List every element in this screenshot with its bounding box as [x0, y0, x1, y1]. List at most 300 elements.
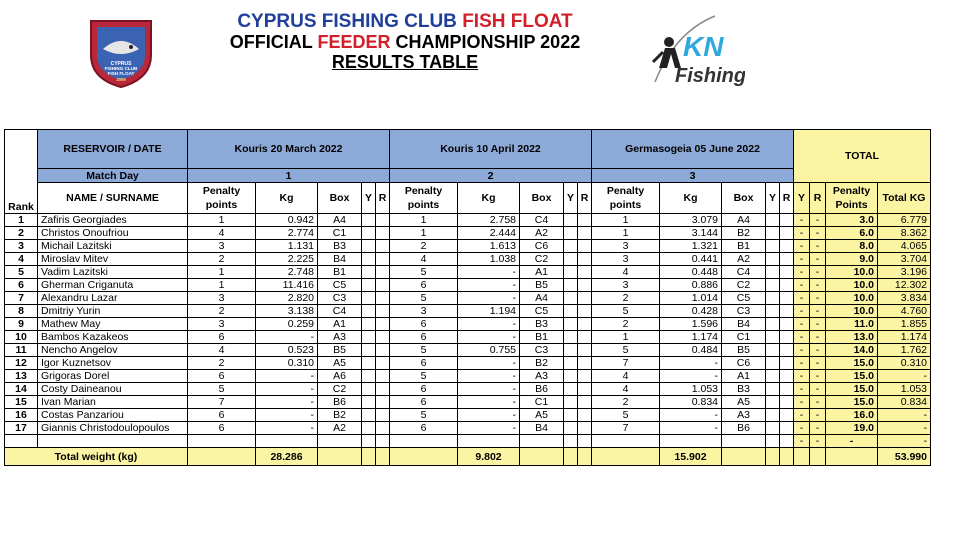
penalty-cell: 3 [188, 240, 256, 253]
r-cell [376, 253, 390, 266]
kg-cell: - [660, 409, 722, 422]
box-cell: C2 [318, 383, 362, 396]
y-cell [564, 383, 578, 396]
box-cell: A5 [520, 409, 564, 422]
total-y-cell: - [794, 357, 810, 370]
total-penalty-cell: 19.0 [826, 422, 878, 435]
r-cell [578, 240, 592, 253]
total-kg-cell: - [878, 422, 931, 435]
r-cell [376, 331, 390, 344]
y-cell [362, 318, 376, 331]
r-cell [578, 331, 592, 344]
svg-text:FISH FLOAT: FISH FLOAT [107, 71, 135, 76]
total-r-cell: - [810, 253, 826, 266]
r-cell [376, 240, 390, 253]
rank-cell: 5 [5, 266, 38, 279]
penalty-cell: 1 [188, 214, 256, 227]
box-cell: A5 [722, 396, 766, 409]
match-3-total-kg: 15.902 [660, 448, 722, 466]
kn-fishing-logo [645, 12, 745, 90]
total-y-cell: - [794, 305, 810, 318]
penalty-cell: 2 [188, 357, 256, 370]
total-weight-label: Total weight (kg) [5, 448, 188, 466]
table-row [5, 279, 931, 292]
y-cell [362, 253, 376, 266]
total-kg-cell: - [878, 370, 931, 383]
penalty-cell: 6 [390, 318, 458, 331]
y-cell [766, 214, 780, 227]
penalty-cell: 5 [592, 344, 660, 357]
table-row [5, 214, 931, 227]
table-row [5, 266, 931, 279]
penalty-cell: 6 [390, 331, 458, 344]
total-empty-cell [318, 448, 362, 466]
name-cell: Costas Panzariou [38, 409, 188, 422]
box-cell: B3 [318, 240, 362, 253]
penalty-cell: 1 [188, 279, 256, 292]
total-r-cell: - [810, 279, 826, 292]
title-official: OFFICIAL [229, 32, 313, 52]
m1-penalty-header: Penalty points [188, 183, 256, 214]
svg-text:KN: KN [683, 31, 724, 62]
total-kg-cell: 1.855 [878, 318, 931, 331]
kg-cell: 0.755 [458, 344, 520, 357]
table-row [5, 344, 931, 357]
r-cell [780, 383, 794, 396]
total-r-cell: - [810, 266, 826, 279]
y-cell [766, 357, 780, 370]
box-cell: A2 [722, 253, 766, 266]
box-cell: B4 [722, 318, 766, 331]
total-kg-cell: 0.834 [878, 396, 931, 409]
svg-text:FISHING CLUB: FISHING CLUB [104, 66, 138, 71]
kg-cell: 1.131 [256, 240, 318, 253]
y-cell [362, 292, 376, 305]
r-cell [376, 370, 390, 383]
m2-kg-header: Kg [458, 183, 520, 214]
total-y-cell: - [794, 214, 810, 227]
name-cell: Alexandru Lazar [38, 292, 188, 305]
r-cell [578, 266, 592, 279]
empty-cell [376, 435, 390, 448]
kg-cell: - [660, 357, 722, 370]
penalty-cell: 7 [592, 422, 660, 435]
y-cell [362, 383, 376, 396]
box-cell: C5 [520, 305, 564, 318]
r-cell [578, 253, 592, 266]
table-row [5, 422, 931, 435]
total-kg-cell: 8.362 [878, 227, 931, 240]
total-penalty-cell: 16.0 [826, 409, 878, 422]
total-kg-cell: 3.704 [878, 253, 931, 266]
total-kg-cell: 1.053 [878, 383, 931, 396]
title-championship: CHAMPIONSHIP 2022 [395, 32, 581, 52]
r-cell [780, 331, 794, 344]
r-cell [780, 227, 794, 240]
box-cell: A1 [520, 266, 564, 279]
box-cell: B2 [722, 227, 766, 240]
penalty-cell: 5 [188, 383, 256, 396]
kg-cell: 1.194 [458, 305, 520, 318]
y-cell [564, 370, 578, 383]
box-cell: B3 [520, 318, 564, 331]
page-header [0, 0, 960, 120]
name-header: NAME / SURNAME [38, 183, 188, 214]
kg-cell: 1.014 [660, 292, 722, 305]
box-cell: B1 [722, 240, 766, 253]
kg-cell: - [256, 396, 318, 409]
total-penalty-cell: 15.0 [826, 370, 878, 383]
box-cell: A2 [520, 227, 564, 240]
r-cell [578, 214, 592, 227]
m2-r-header: R [578, 183, 592, 214]
r-cell [578, 344, 592, 357]
kg-cell: - [256, 331, 318, 344]
kg-cell: 1.038 [458, 253, 520, 266]
r-cell [578, 383, 592, 396]
total-penalty-cell: 3.0 [826, 214, 878, 227]
penalty-cell: 1 [188, 266, 256, 279]
box-cell: B5 [722, 344, 766, 357]
total-penalty-cell: 15.0 [826, 396, 878, 409]
box-cell: B4 [520, 422, 564, 435]
rank-cell: 17 [5, 422, 38, 435]
r-cell [376, 214, 390, 227]
total-y-cell: - [794, 370, 810, 383]
y-cell [362, 396, 376, 409]
m1-r-header: R [376, 183, 390, 214]
empty-cell [722, 435, 766, 448]
box-cell: C2 [520, 253, 564, 266]
kg-cell: - [458, 409, 520, 422]
total-empty-cell [188, 448, 256, 466]
kg-cell: 2.748 [256, 266, 318, 279]
m3-box-header: Box [722, 183, 766, 214]
box-cell: B2 [318, 409, 362, 422]
total-r-cell: - [810, 383, 826, 396]
box-cell: A3 [318, 331, 362, 344]
penalty-cell: 2 [188, 253, 256, 266]
box-cell: C3 [722, 305, 766, 318]
m1-kg-header: Kg [256, 183, 318, 214]
kg-cell: - [458, 357, 520, 370]
total-empty-cell [810, 448, 826, 466]
title-club: CYPRUS FISHING CLUB [237, 11, 457, 32]
total-r-cell: - [810, 344, 826, 357]
r-cell [376, 318, 390, 331]
y-cell [564, 344, 578, 357]
penalty-cell: 4 [188, 344, 256, 357]
r-cell [780, 409, 794, 422]
penalty-cell: 5 [390, 292, 458, 305]
r-cell [780, 305, 794, 318]
total-y-cell: - [794, 383, 810, 396]
penalty-cell: 6 [390, 279, 458, 292]
box-cell: A3 [722, 409, 766, 422]
match-3-label: Germasogeia 05 June 2022 [592, 130, 794, 169]
y-cell [564, 253, 578, 266]
r-cell [578, 357, 592, 370]
total-header: TOTAL [794, 130, 931, 183]
rank-cell: 15 [5, 396, 38, 409]
y-cell [362, 409, 376, 422]
total-y-header: Y [794, 183, 810, 214]
total-empty-cell [578, 448, 592, 466]
penalty-cell: 6 [188, 422, 256, 435]
table-row [5, 370, 931, 383]
r-cell [376, 227, 390, 240]
total-penalty-cell: 10.0 [826, 292, 878, 305]
total-kg-header: Total KG [878, 183, 931, 214]
empty-cell [5, 435, 38, 448]
penalty-cell: 5 [390, 344, 458, 357]
kg-cell: 3.144 [660, 227, 722, 240]
kg-cell: 3.138 [256, 305, 318, 318]
box-cell: C3 [520, 344, 564, 357]
table-row [5, 409, 931, 422]
m2-box-header: Box [520, 183, 564, 214]
penalty-cell: 3 [390, 305, 458, 318]
kg-cell: - [458, 266, 520, 279]
name-cell: Grigoras Dorel [38, 370, 188, 383]
match-2-day: 2 [390, 169, 592, 183]
box-cell: C5 [722, 292, 766, 305]
total-y-cell: - [794, 396, 810, 409]
penalty-cell: 3 [188, 318, 256, 331]
kg-cell: 11.416 [256, 279, 318, 292]
table-row [5, 383, 931, 396]
match-day-header: Match Day [38, 169, 188, 183]
r-cell [578, 227, 592, 240]
kg-cell: - [256, 370, 318, 383]
svg-text:2009: 2009 [116, 77, 126, 82]
name-cell: Gherman Criganuta [38, 279, 188, 292]
total-penalty-cell: 13.0 [826, 331, 878, 344]
kg-cell: - [458, 383, 520, 396]
total-empty-cell [780, 448, 794, 466]
kg-cell: 2.774 [256, 227, 318, 240]
kg-cell: 1.613 [458, 240, 520, 253]
penalty-cell: 5 [390, 409, 458, 422]
rank-cell: 8 [5, 305, 38, 318]
total-r-cell: - [810, 240, 826, 253]
rank-cell: 12 [5, 357, 38, 370]
r-cell [578, 305, 592, 318]
rank-cell: 3 [5, 240, 38, 253]
y-cell [564, 292, 578, 305]
kg-cell: - [458, 331, 520, 344]
y-cell [564, 240, 578, 253]
rank-cell: 9 [5, 318, 38, 331]
total-y-cell: - [794, 422, 810, 435]
total-penalty-cell: 15.0 [826, 357, 878, 370]
penalty-cell: 5 [390, 266, 458, 279]
rank-cell: 1 [5, 214, 38, 227]
total-y-cell: - [794, 266, 810, 279]
total-penalty-header: Penalty Points [826, 183, 878, 214]
box-cell: A1 [722, 370, 766, 383]
r-cell [780, 214, 794, 227]
total-penalty-cell: 15.0 [826, 383, 878, 396]
grand-total-kg: 53.990 [878, 448, 931, 466]
penalty-cell: 6 [390, 383, 458, 396]
r-cell [578, 318, 592, 331]
spacer-penalty-cell: - [826, 435, 878, 448]
total-kg-cell: 0.310 [878, 357, 931, 370]
total-empty-cell [826, 448, 878, 466]
y-cell [766, 253, 780, 266]
box-cell: A4 [520, 292, 564, 305]
penalty-cell: 2 [390, 240, 458, 253]
penalty-cell: 4 [592, 266, 660, 279]
total-y-cell: - [794, 409, 810, 422]
kg-cell: - [458, 370, 520, 383]
empty-cell [188, 435, 256, 448]
rank-cell: 2 [5, 227, 38, 240]
totals-row [5, 448, 931, 466]
svg-text:Fishing: Fishing [675, 65, 745, 87]
r-cell [376, 292, 390, 305]
kg-cell: 1.596 [660, 318, 722, 331]
name-cell: Igor Kuznetsov [38, 357, 188, 370]
name-cell: Christos Onoufriou [38, 227, 188, 240]
box-cell: C4 [520, 214, 564, 227]
box-cell: B5 [318, 344, 362, 357]
penalty-cell: 2 [188, 305, 256, 318]
r-cell [376, 383, 390, 396]
total-kg-cell: 4.760 [878, 305, 931, 318]
rank-cell: 6 [5, 279, 38, 292]
table-row [5, 318, 931, 331]
y-cell [362, 357, 376, 370]
name-cell: Costy Daineanou [38, 383, 188, 396]
box-cell: C3 [318, 292, 362, 305]
kg-cell: - [256, 422, 318, 435]
penalty-cell: 2 [592, 318, 660, 331]
total-y-cell: - [794, 240, 810, 253]
y-cell [766, 396, 780, 409]
box-cell: A6 [318, 370, 362, 383]
y-cell [766, 344, 780, 357]
rank-cell: 10 [5, 331, 38, 344]
y-cell [766, 422, 780, 435]
box-cell: B4 [318, 253, 362, 266]
name-cell: Ivan Marian [38, 396, 188, 409]
m3-penalty-header: Penalty points [592, 183, 660, 214]
total-penalty-cell: 11.0 [826, 318, 878, 331]
total-penalty-cell: 8.0 [826, 240, 878, 253]
m3-y-header: Y [766, 183, 780, 214]
empty-cell [660, 435, 722, 448]
y-cell [766, 305, 780, 318]
r-cell [578, 370, 592, 383]
total-y-cell: - [794, 344, 810, 357]
total-r-cell: - [810, 214, 826, 227]
r-cell [578, 396, 592, 409]
svg-text:CYPRUS: CYPRUS [110, 61, 132, 67]
y-cell [564, 305, 578, 318]
y-cell [766, 409, 780, 422]
r-cell [578, 409, 592, 422]
empty-cell [564, 435, 578, 448]
y-cell [564, 214, 578, 227]
match-2-label: Kouris 10 April 2022 [390, 130, 592, 169]
total-empty-cell [592, 448, 660, 466]
box-cell: B1 [318, 266, 362, 279]
penalty-cell: 1 [592, 331, 660, 344]
y-cell [362, 331, 376, 344]
total-kg-cell: 12.302 [878, 279, 931, 292]
name-cell: Bambos Kazakeos [38, 331, 188, 344]
total-r-cell: - [810, 396, 826, 409]
table-row [5, 240, 931, 253]
total-r-cell: - [810, 422, 826, 435]
table-row [5, 357, 931, 370]
y-cell [766, 383, 780, 396]
kg-cell: 0.448 [660, 266, 722, 279]
kg-cell: - [660, 370, 722, 383]
box-cell: C4 [318, 305, 362, 318]
r-cell [780, 422, 794, 435]
total-empty-cell [794, 448, 810, 466]
r-cell [376, 409, 390, 422]
results-table [4, 129, 931, 466]
m3-r-header: R [780, 183, 794, 214]
kg-cell: 0.886 [660, 279, 722, 292]
kg-cell: 1.321 [660, 240, 722, 253]
table-row [5, 227, 931, 240]
box-cell: C2 [722, 279, 766, 292]
box-cell: B6 [318, 396, 362, 409]
kg-cell: 1.174 [660, 331, 722, 344]
penalty-cell: 4 [188, 227, 256, 240]
total-kg-cell: 1.762 [878, 344, 931, 357]
reservoir-date-header: RESERVOIR / DATE [38, 130, 188, 169]
total-empty-cell [362, 448, 376, 466]
total-r-cell: - [810, 318, 826, 331]
y-cell [766, 227, 780, 240]
kg-cell: 0.441 [660, 253, 722, 266]
y-cell [564, 279, 578, 292]
m3-kg-header: Kg [660, 183, 722, 214]
total-penalty-cell: 9.0 [826, 253, 878, 266]
y-cell [362, 370, 376, 383]
penalty-cell: 4 [592, 370, 660, 383]
box-cell: B5 [520, 279, 564, 292]
empty-cell [520, 435, 564, 448]
kg-cell: 2.820 [256, 292, 318, 305]
penalty-cell: 4 [390, 253, 458, 266]
spacer-r-cell: - [810, 435, 826, 448]
y-cell [766, 266, 780, 279]
kg-cell: 0.259 [256, 318, 318, 331]
m2-penalty-header: Penalty points [390, 183, 458, 214]
empty-cell [362, 435, 376, 448]
y-cell [362, 214, 376, 227]
kg-cell: - [458, 292, 520, 305]
m2-y-header: Y [564, 183, 578, 214]
rank-cell: 16 [5, 409, 38, 422]
name-cell: Giannis Christodoulopoulos [38, 422, 188, 435]
y-cell [564, 422, 578, 435]
kg-cell: 0.484 [660, 344, 722, 357]
y-cell [564, 266, 578, 279]
r-cell [780, 279, 794, 292]
box-cell: A3 [520, 370, 564, 383]
r-cell [780, 344, 794, 357]
penalty-cell: 5 [390, 370, 458, 383]
y-cell [766, 370, 780, 383]
